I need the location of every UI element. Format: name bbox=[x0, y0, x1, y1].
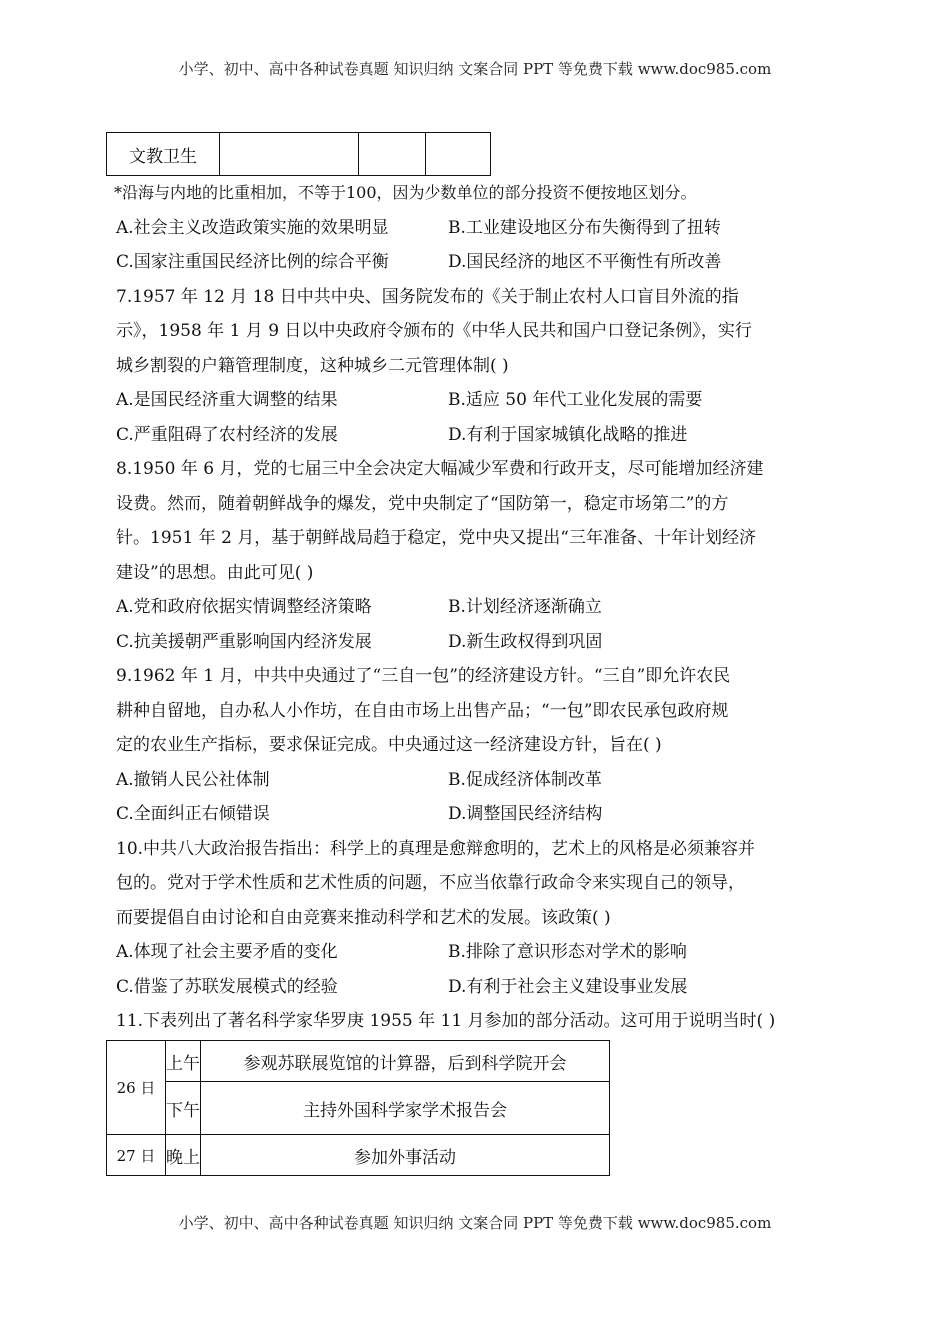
hua-luogeng-activity-table bbox=[106, 1040, 610, 1176]
activity-cell: 主持外国科学家学术报告会 bbox=[201, 1082, 610, 1135]
q7-stem-line: 示》，1958 年 1 月 9 日以中央政府令颁布的《中华人民共和国户口登记条例》，实行 bbox=[116, 321, 752, 341]
table-row bbox=[107, 133, 491, 176]
investment-table-fragment bbox=[106, 132, 491, 176]
day-cell: 27 日 bbox=[107, 1135, 166, 1176]
table-row-label: 文教卫生 bbox=[107, 133, 220, 176]
period-cell: 上午 bbox=[166, 1041, 201, 1082]
table-footnote: *沿海与内地的比重相加，不等于100，因为少数单位的部分投资不便按地区划分。 bbox=[114, 183, 697, 202]
q6-option-a[interactable]: A.社会主义改造政策实施的效果明显 bbox=[116, 217, 389, 238]
q6-option-d[interactable]: D.国民经济的地区不平衡性有所改善 bbox=[448, 252, 722, 272]
activity-cell: 参观苏联展览馆的计算器，后到科学院开会 bbox=[201, 1041, 610, 1082]
table-row bbox=[107, 1041, 610, 1082]
q8-option-d[interactable]: D.新生政权得到巩固 bbox=[448, 631, 603, 652]
q8-stem-line: 建设”的思想。由此可见( ) bbox=[116, 562, 314, 583]
activity-cell: 参加外事活动 bbox=[201, 1135, 610, 1176]
q9-option-d[interactable]: D.调整国民经济结构 bbox=[448, 804, 603, 824]
q7-options-row-2 bbox=[116, 418, 836, 453]
q7-options-row-1 bbox=[116, 383, 836, 418]
q8-option-a[interactable]: A.党和政府依据实情调整经济策略 bbox=[116, 597, 372, 617]
q9-stem-line: 定的农业生产指标，要求保证完成。中央通过这一经济建设方针，旨在( ) bbox=[116, 735, 662, 755]
q7-option-c[interactable]: C.严重阻碍了农村经济的发展 bbox=[116, 424, 338, 445]
q10-stem-line: 包的。党对于学术性质和艺术性质的问题，不应当依靠行政命令来实现自己的领导， bbox=[116, 873, 745, 893]
q10-options-row-1 bbox=[116, 935, 836, 970]
q7-stem-line: 7.1957 年 12 月 18 日中共中央、国务院发布的《关于制止农村人口盲目外流的指 bbox=[116, 286, 739, 307]
table-row bbox=[107, 1135, 610, 1176]
q8-stem-line: 设费。然而，随着朝鲜战争的爆发，党中央制定了“国防第一，稳定市场第二”的方 bbox=[116, 493, 729, 514]
q6-option-c[interactable]: C.国家注重国民经济比例的综合平衡 bbox=[116, 252, 389, 272]
q8-options-row-1 bbox=[116, 590, 836, 625]
q8-stem-line: 针。1951 年 2 月，基于朝鲜战局趋于稳定，党中央又提出“三年准备、十年计划经济 bbox=[116, 528, 756, 548]
q8-option-c[interactable]: C.抗美援朝严重影响国内经济发展 bbox=[116, 631, 372, 652]
table-cell bbox=[426, 133, 491, 176]
q9-option-a[interactable]: A.撤销人民公社体制 bbox=[116, 769, 270, 790]
q8-stem-line: 8.1950 年 6 月，党的七届三中全会决定大幅减少军费和行政开支，尽可能增加经济建 bbox=[116, 459, 764, 479]
q6-options-row-1 bbox=[116, 211, 836, 246]
q10-option-d[interactable]: D.有利于社会主义建设事业发展 bbox=[448, 976, 688, 997]
q9-stem-line: 9.1962 年 1 月，中共中央通过了“三自一包”的经济建设方针。“三自”即允许农民 bbox=[116, 666, 731, 686]
q10-stem-line: 而要提倡自由讨论和自由竞赛来推动科学和艺术的发展。该政策( ) bbox=[116, 907, 611, 928]
q7-option-a[interactable]: A.是国民经济重大调整的结果 bbox=[116, 390, 338, 410]
q9-option-b[interactable]: B.促成经济体制改革 bbox=[448, 769, 602, 790]
q10-option-b[interactable]: B.排除了意识形态对学术的影响 bbox=[448, 942, 687, 962]
q10-stem-line: 10.中共八大政治报告指出：科学上的真理是愈辩愈明的，艺术上的风格是必须兼容并 bbox=[116, 838, 756, 859]
q7-option-d[interactable]: D.有利于国家城镇化战略的推进 bbox=[448, 424, 688, 445]
page-header: 小学、初中、高中各种试卷真题 知识归纳 文案合同 PPT 等免费下载 www.doc985.com bbox=[178, 60, 772, 78]
q9-options-row-1 bbox=[116, 763, 836, 798]
q10-options-row-2 bbox=[116, 970, 836, 1005]
period-cell: 晚上 bbox=[166, 1135, 201, 1176]
table-cell bbox=[359, 133, 426, 176]
q8-option-b[interactable]: B.计划经济逐渐确立 bbox=[448, 597, 602, 617]
q6-options-row-2 bbox=[116, 245, 836, 280]
day-cell: 26 日 bbox=[107, 1041, 166, 1135]
q11-stem: 11.下表列出了著名科学家华罗庚 1955 年 11 月参加的部分活动。这可用于说明当时( ) bbox=[116, 1011, 776, 1031]
q6-option-b[interactable]: B.工业建设地区分布失衡得到了扭转 bbox=[448, 217, 721, 238]
page-footer: 小学、初中、高中各种试卷真题 知识归纳 文案合同 PPT 等免费下载 www.doc985.com bbox=[178, 1214, 772, 1232]
q9-options-row-2 bbox=[116, 797, 836, 832]
q8-options-row-2 bbox=[116, 625, 836, 660]
q10-option-a[interactable]: A.体现了社会主要矛盾的变化 bbox=[116, 942, 338, 962]
q10-option-c[interactable]: C.借鉴了苏联发展模式的经验 bbox=[116, 976, 338, 997]
period-cell: 下午 bbox=[166, 1082, 201, 1135]
q9-stem-line: 耕种自留地，自办私人小作坊，在自由市场上出售产品；“一包”即农民承包政府规 bbox=[116, 700, 729, 721]
q7-stem-line: 城乡割裂的户籍管理制度，这种城乡二元管理体制( ) bbox=[116, 355, 509, 376]
table-row bbox=[107, 1082, 610, 1135]
q9-option-c[interactable]: C.全面纠正右倾错误 bbox=[116, 804, 270, 824]
question-content bbox=[116, 176, 836, 1039]
q7-option-b[interactable]: B.适应 50 年代工业化发展的需要 bbox=[448, 390, 703, 410]
table-cell bbox=[220, 133, 359, 176]
